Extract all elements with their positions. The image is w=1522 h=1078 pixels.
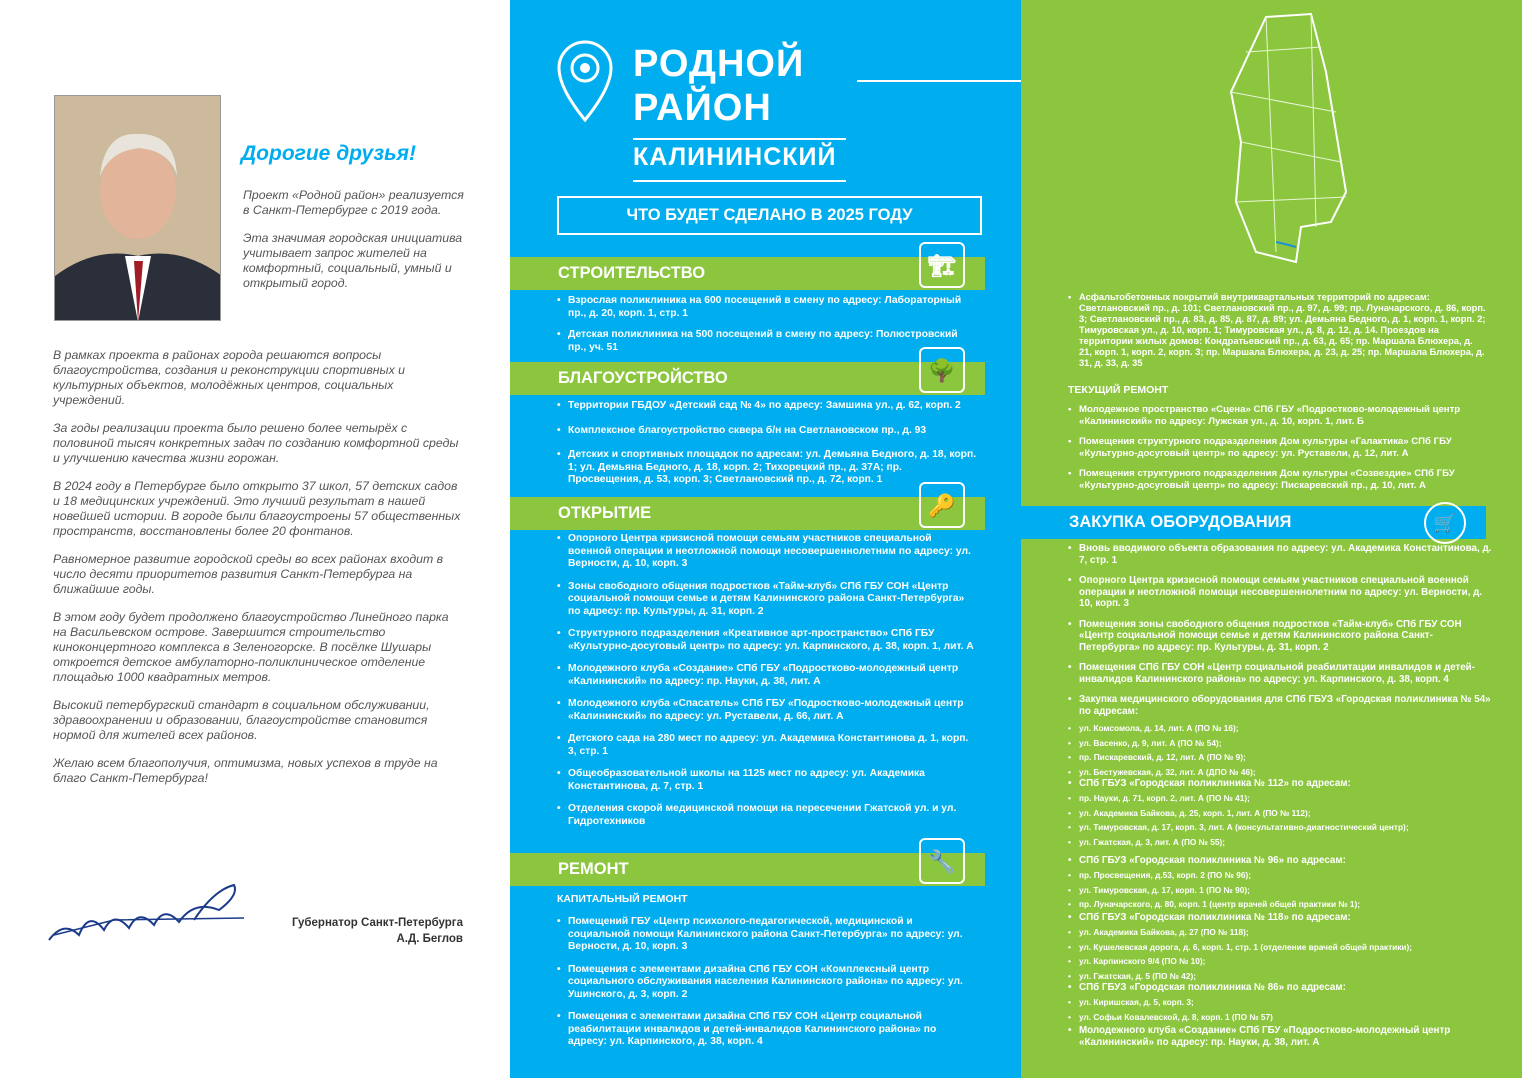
crane-icon: 🏗 [919, 242, 965, 288]
list-item: • Комплексное благоустройство сквера б/н на Светлановском пр., д. 93 [557, 425, 977, 438]
list-item: • Общеобразовательной школы на 1125 мест по адресу: ул. Академика Константинова, д. 7, стр. 1 [557, 768, 977, 793]
signer-name: А.Д. Беглов [396, 933, 463, 945]
list-item: • ул. Гжатская, д. 3, лит. А (ПО № 55); [1068, 836, 1493, 849]
repair-list [557, 916, 977, 1058]
list-item: • Помещения зоны свободного общения подростков «Тайм-клуб» СПб ГБУ СОН «Центр социальной помощи семье и детям Калининского района Санкт-Петербурга» по адресу: пр. Культуры, д. 31, корп. 2 [1068, 619, 1493, 654]
list-item: • ул. Киришская, д. 5, корп. 3; [1068, 996, 1493, 1009]
list-item: • пр. Науки, д. 71, корп. 2, лит. А (ПО № 41); [1068, 792, 1493, 805]
section-title: ОТКРЫТИЕ [558, 504, 652, 522]
logo-title [633, 42, 804, 130]
list-item: • Детская поликлиника на 500 посещений в смену по адресу: Полюстровский пр., уч. 51 [557, 329, 977, 354]
letter-paragraph: В 2024 году в Петербурге было открыто 37 школ, 57 детских садов и 18 медицинских учреждений. Это лучший результат в нашей новейшей истории. В городе были благоустроены 57 общественных пространств, восстановлены более 20 фонтанов. [53, 479, 461, 538]
landscaping-list [557, 400, 977, 496]
list-item: • Молодежное пространство «Сцена» СПб ГБУ «Подростково-молодежный центр «Калининский» по адресу: Лужская ул., д. 10, корп. 1, лит. Б [1068, 404, 1488, 427]
clinic-86-list [1068, 996, 1493, 1025]
list-item: • Закупка медицинского оборудования для СПб ГБУЗ «Городская поликлиника № 54» по адресам: [1068, 694, 1493, 717]
list-item: • СПб ГБУЗ «Городская поликлиника № 112» по адресам: [1068, 778, 1493, 791]
section-equipment [1021, 506, 1486, 539]
list-item: • Помещения структурного подразделения Дом культуры «Галактика» СПб ГБУ «Культурно-досуговый центр» по адресу: ул. Руставели, д. 12, лит. А [1068, 436, 1488, 459]
asphalt-list [1068, 292, 1488, 378]
list-item: • ул. Карпинского 9/4 (ПО № 10); [1068, 955, 1493, 968]
section-title: РЕМОНТ [558, 860, 629, 878]
section-title: ЗАКУПКА ОБОРУДОВАНИЯ [1069, 513, 1292, 531]
list-item: • ул. Академика Байкова, д. 27 (ПО № 118); [1068, 926, 1493, 939]
list-item: • Молодежного клуба «Создание» СПб ГБУ «Подростково-молодежный центр «Калининский» по адресу: пр. Науки, д. 38, лит. А [1068, 1025, 1493, 1048]
section-opening [510, 492, 985, 530]
year-title-box: ЧТО БУДЕТ СДЕЛАНО В 2025 ГОДУ [557, 196, 982, 235]
list-item: • ул. Васенко, д. 9, лит. А (ПО № 54); [1068, 737, 1493, 750]
intro-paragraph-1: Проект «Родной район» реализуется в Санкт-Петербурге с 2019 года. [243, 188, 464, 217]
letter-paragraph: Высокий петербургский стандарт в социальном обслуживании, здравоохранении и образовании, благоустройстве становится нормой для жителей всех районов. [53, 698, 430, 742]
clinic-112-list [1068, 792, 1493, 850]
letter-paragraph: За годы реализации проекта было решено более четырёх с половиной тысяч конкретных задач по созданию комфортной среды и улучшению качества жизни горожан. [53, 421, 459, 465]
district-name: КАЛИНИНСКИЙ [633, 143, 837, 171]
logo-line-1: РОДНОЙ [633, 43, 805, 85]
section-landscaping [510, 357, 985, 395]
list-item: • ул. Комсомола, д. 14, лит. А (ПО № 16); [1068, 722, 1493, 735]
list-item: • Структурного подразделения «Креативное арт-пространство» СПб ГБУ «Культурно-досуговый центр» по адресу: ул. Карпинского, д. 38, корп. 1, лит. А [557, 628, 977, 653]
letter-paragraph: В рамках проекта в районах города решаются вопросы благоустройства, создания и реконструкции спортивных и культурных объектов, молодёжных центров, социальных учреждений. [53, 348, 405, 407]
logo-line-2: РАЙОН [633, 87, 772, 129]
letter-paragraph: В этом году будет продолжено благоустройство Линейного парка на Васильевском острове. Завершится строительство киноконцертного комплекса в Зеленогорске. В посёлке Шушары откроется детское амбулаторно-поликлиническое отделение площадью 1000 квадратных метров. [53, 610, 449, 684]
list-item: • пр. Просвещения, д.53, корп. 2 (ПО № 96); [1068, 869, 1493, 882]
list-item: • ул. Тимуровская, д. 17, корп. 3, лит. А (консультативно-диагностический центр); [1068, 821, 1493, 834]
governor-photo [54, 95, 221, 321]
list-item: • пр. Луначарского, д. 80, корп. 1 (центр врачей общей практики № 1); [1068, 898, 1493, 911]
list-item: • Детских и спортивных площадок по адресам: ул. Демьяна Бедного, д. 18, корп. 1; ул. Демьяна Бедного, д. 18, корп. 2; Тихорецкий пр., д. 37А; пр. Просвещения, д. 53, корп. 3; Светлановский пр., д. 72, корп. 1 [557, 449, 977, 487]
signature-block [250, 915, 463, 947]
list-item: • ул. Гжатская, д. 5 (ПО № 42); [1068, 970, 1493, 983]
list-item: • Молодежного клуба «Спасатель» СПб ГБУ «Подростково-молодежный центр «Калининский» по адресу: ул. Руставели, д. 66, лит. А [557, 698, 977, 723]
section-repair [510, 848, 985, 886]
hand-key-icon: 🔑 [919, 482, 965, 528]
list-item: • ул. Академика Байкова, д. 25, корп. 1, лит. А (ПО № 112); [1068, 807, 1493, 820]
list-item: • Опорного Центра кризисной помощи семьям участников специальной военной операции и неотложной помощи несовершеннолетним по адресу: ул. Верности, д. 10, корп. 3 [1068, 575, 1493, 610]
list-item: • СПб ГБУЗ «Городская поликлиника № 118» по адресам: [1068, 912, 1493, 925]
opening-list [557, 533, 977, 837]
list-item: • Вновь вводимого объекта образования по адресу: ул. Академика Константинова, д. 7, стр. 1 [1068, 543, 1493, 566]
list-item: • Молодежного клуба «Создание» СПб ГБУ «Подростково-молодежный центр «Калининский» по адресу: пр. Науки, д. 38, лит. А [557, 663, 977, 688]
current-repair-heading: ТЕКУЩИЙ РЕМОНТ [1068, 384, 1169, 396]
capital-repair-heading: КАПИТАЛЬНЫЙ РЕМОНТ [557, 893, 688, 905]
divider [633, 180, 846, 182]
left-panel [0, 0, 510, 1078]
signer-role: Губернатор Санкт-Петербурга [291, 917, 463, 929]
current-repair-list [1068, 404, 1488, 500]
list-item: • СПб ГБУЗ «Городская поликлиника № 86» по адресам: [1068, 982, 1493, 995]
list-item: • Отделения скорой медицинской помощи на пересечении Гжатской ул. и ул. Гидротехников [557, 803, 977, 828]
park-bench-icon: 🌳 [919, 347, 965, 393]
letter-paragraph: Желаю всем благополучия, оптимизма, новых успехов в труде на благо Санкт-Петербурга! [53, 756, 438, 785]
list-item: • Асфальтобетонных покрытий внутриквартальных территорий по адресам: Светлановский пр., д. 101; Светлановский пр., д. 97, д. 99; пр. Луначарского, д. 86, корп. 3; Светлановский пр., д. 83, д. 85, д. 87, д. 89; ул. Демьяна Бедного, д. 1, корп. 1, корп. 2; Тимуровская ул., д. 10, корп. 1; Тимуровская ул., д. 8, д. 12, д. 14. Проездов на территории жилых домов: Кондратьевский пр., д. 63, д. 65; пр. Маршала Блюхера, д. 21, корп. 1, корп. 2, корп. 3; пр. Маршала Блюхера, д. 23, д. 25; пр. Маршала Блюхера, д. 31, д. 33, д. 35 [1068, 292, 1488, 369]
list-item: • ул. Бестужевская, д. 32, лит. А (ДПО № 46); [1068, 766, 1493, 779]
location-pin-icon [557, 40, 613, 122]
divider [633, 138, 846, 140]
construction-list [557, 295, 977, 363]
equipment-list [1068, 543, 1493, 720]
list-item: • ул. Софьи Ковалевской, д. 8, корп. 1 (ПО № 57) [1068, 1011, 1493, 1024]
list-item: • Помещения СПб ГБУ СОН «Центр социальной реабилитации инвалидов и детей-инвалидов Калининского района» по адресу: ул. Карпинского, д. 38, корп. 4 [1068, 662, 1493, 685]
list-item: • Территории ГБДОУ «Детский сад № 4» по адресу: Замшина ул., д. 62, корп. 2 [557, 400, 977, 413]
clinic-96-list [1068, 869, 1493, 913]
tools-icon: 🔧 [919, 838, 965, 884]
district-map-image [1216, 12, 1356, 270]
section-title: СТРОИТЕЛЬСТВО [558, 264, 706, 282]
list-item: • Зоны свободного общения подростков «Тайм-клуб» СПб ГБУ СОН «Центр социальной помощи семье и детям Калининского района Санкт-Петербурга» по адресу: пр. Культуры, д. 31, корп. 2 [557, 581, 977, 619]
list-item: • пр. Пискаревский, д. 12, лит. А (ПО № 9); [1068, 751, 1493, 764]
letter-paragraph: Равномерное развитие городской среды во всех районах входит в число десяти приоритетов развития Санкт-Петербурга на ближайшие годы. [53, 552, 444, 596]
list-item: • Помещения с элементами дизайна СПб ГБУ СОН «Центр социальной реабилитации инвалидов и детей-инвалидов Калининского района» по адресу: ул. Карпинского, д. 38, корп. 4 [557, 1011, 977, 1049]
list-item: • ул. Кушелевская дорога, д. 6, корп. 1, стр. 1 (отделение врачей общей практики); [1068, 941, 1493, 954]
list-item: • Детского сада на 280 мест по адресу: ул. Академика Константинова д. 1, корп. 3, стр. 1 [557, 733, 977, 758]
list-item: • Помещения с элементами дизайна СПб ГБУ СОН «Комплексный центр социального обслуживания населения Калининского района» по адресу: ул. Ушинского, д. 3, корп. 2 [557, 964, 977, 1002]
greeting-heading: Дорогие друзья! [241, 142, 416, 165]
signature-image [44, 880, 249, 955]
list-item: • ул. Тимуровская, д. 17, корп. 1 (ПО № 90); [1068, 884, 1493, 897]
section-title: БЛАГОУСТРОЙСТВО [558, 369, 728, 387]
list-item: • Взрослая поликлиника на 600 посещений в смену по адресу: Лабораторный пр., д. 20, корп. 1, стр. 1 [557, 295, 977, 320]
intro-text [243, 188, 473, 304]
clinic-118-list [1068, 926, 1493, 984]
list-item: • СПб ГБУЗ «Городская поликлиника № 96» по адресам: [1068, 855, 1493, 868]
letter-body [53, 348, 463, 799]
section-construction [510, 252, 985, 290]
intro-paragraph-2: Эта значимая городская инициатива учитывает запрос жителей на комфортный, социальный, умный и открытый город. [243, 231, 463, 290]
shopping-cart-icon: 🛒 [1424, 502, 1466, 544]
last-item-list [1068, 1025, 1493, 1057]
list-item: • Помещения структурного подразделения Дом культуры «Созвездие» СПб ГБУ «Культурно-досуговый центр» по адресу: Пискаревский пр., д. 10, лит. А [1068, 468, 1488, 491]
list-item: • Опорного Центра кризисной помощи семьям участников специальной военной операции и неотложной помощи несовершеннолетним по адресу: ул. Верности, д. 10, корп. 3 [557, 533, 977, 571]
clinic-54-list [1068, 722, 1493, 780]
list-item: • Помещений ГБУ «Центр психолого-педагогической, медицинской и социальной помощи Калининского района Санкт-Петербурга» по адресу: ул. Верности, д. 10, корп. 3 [557, 916, 977, 954]
